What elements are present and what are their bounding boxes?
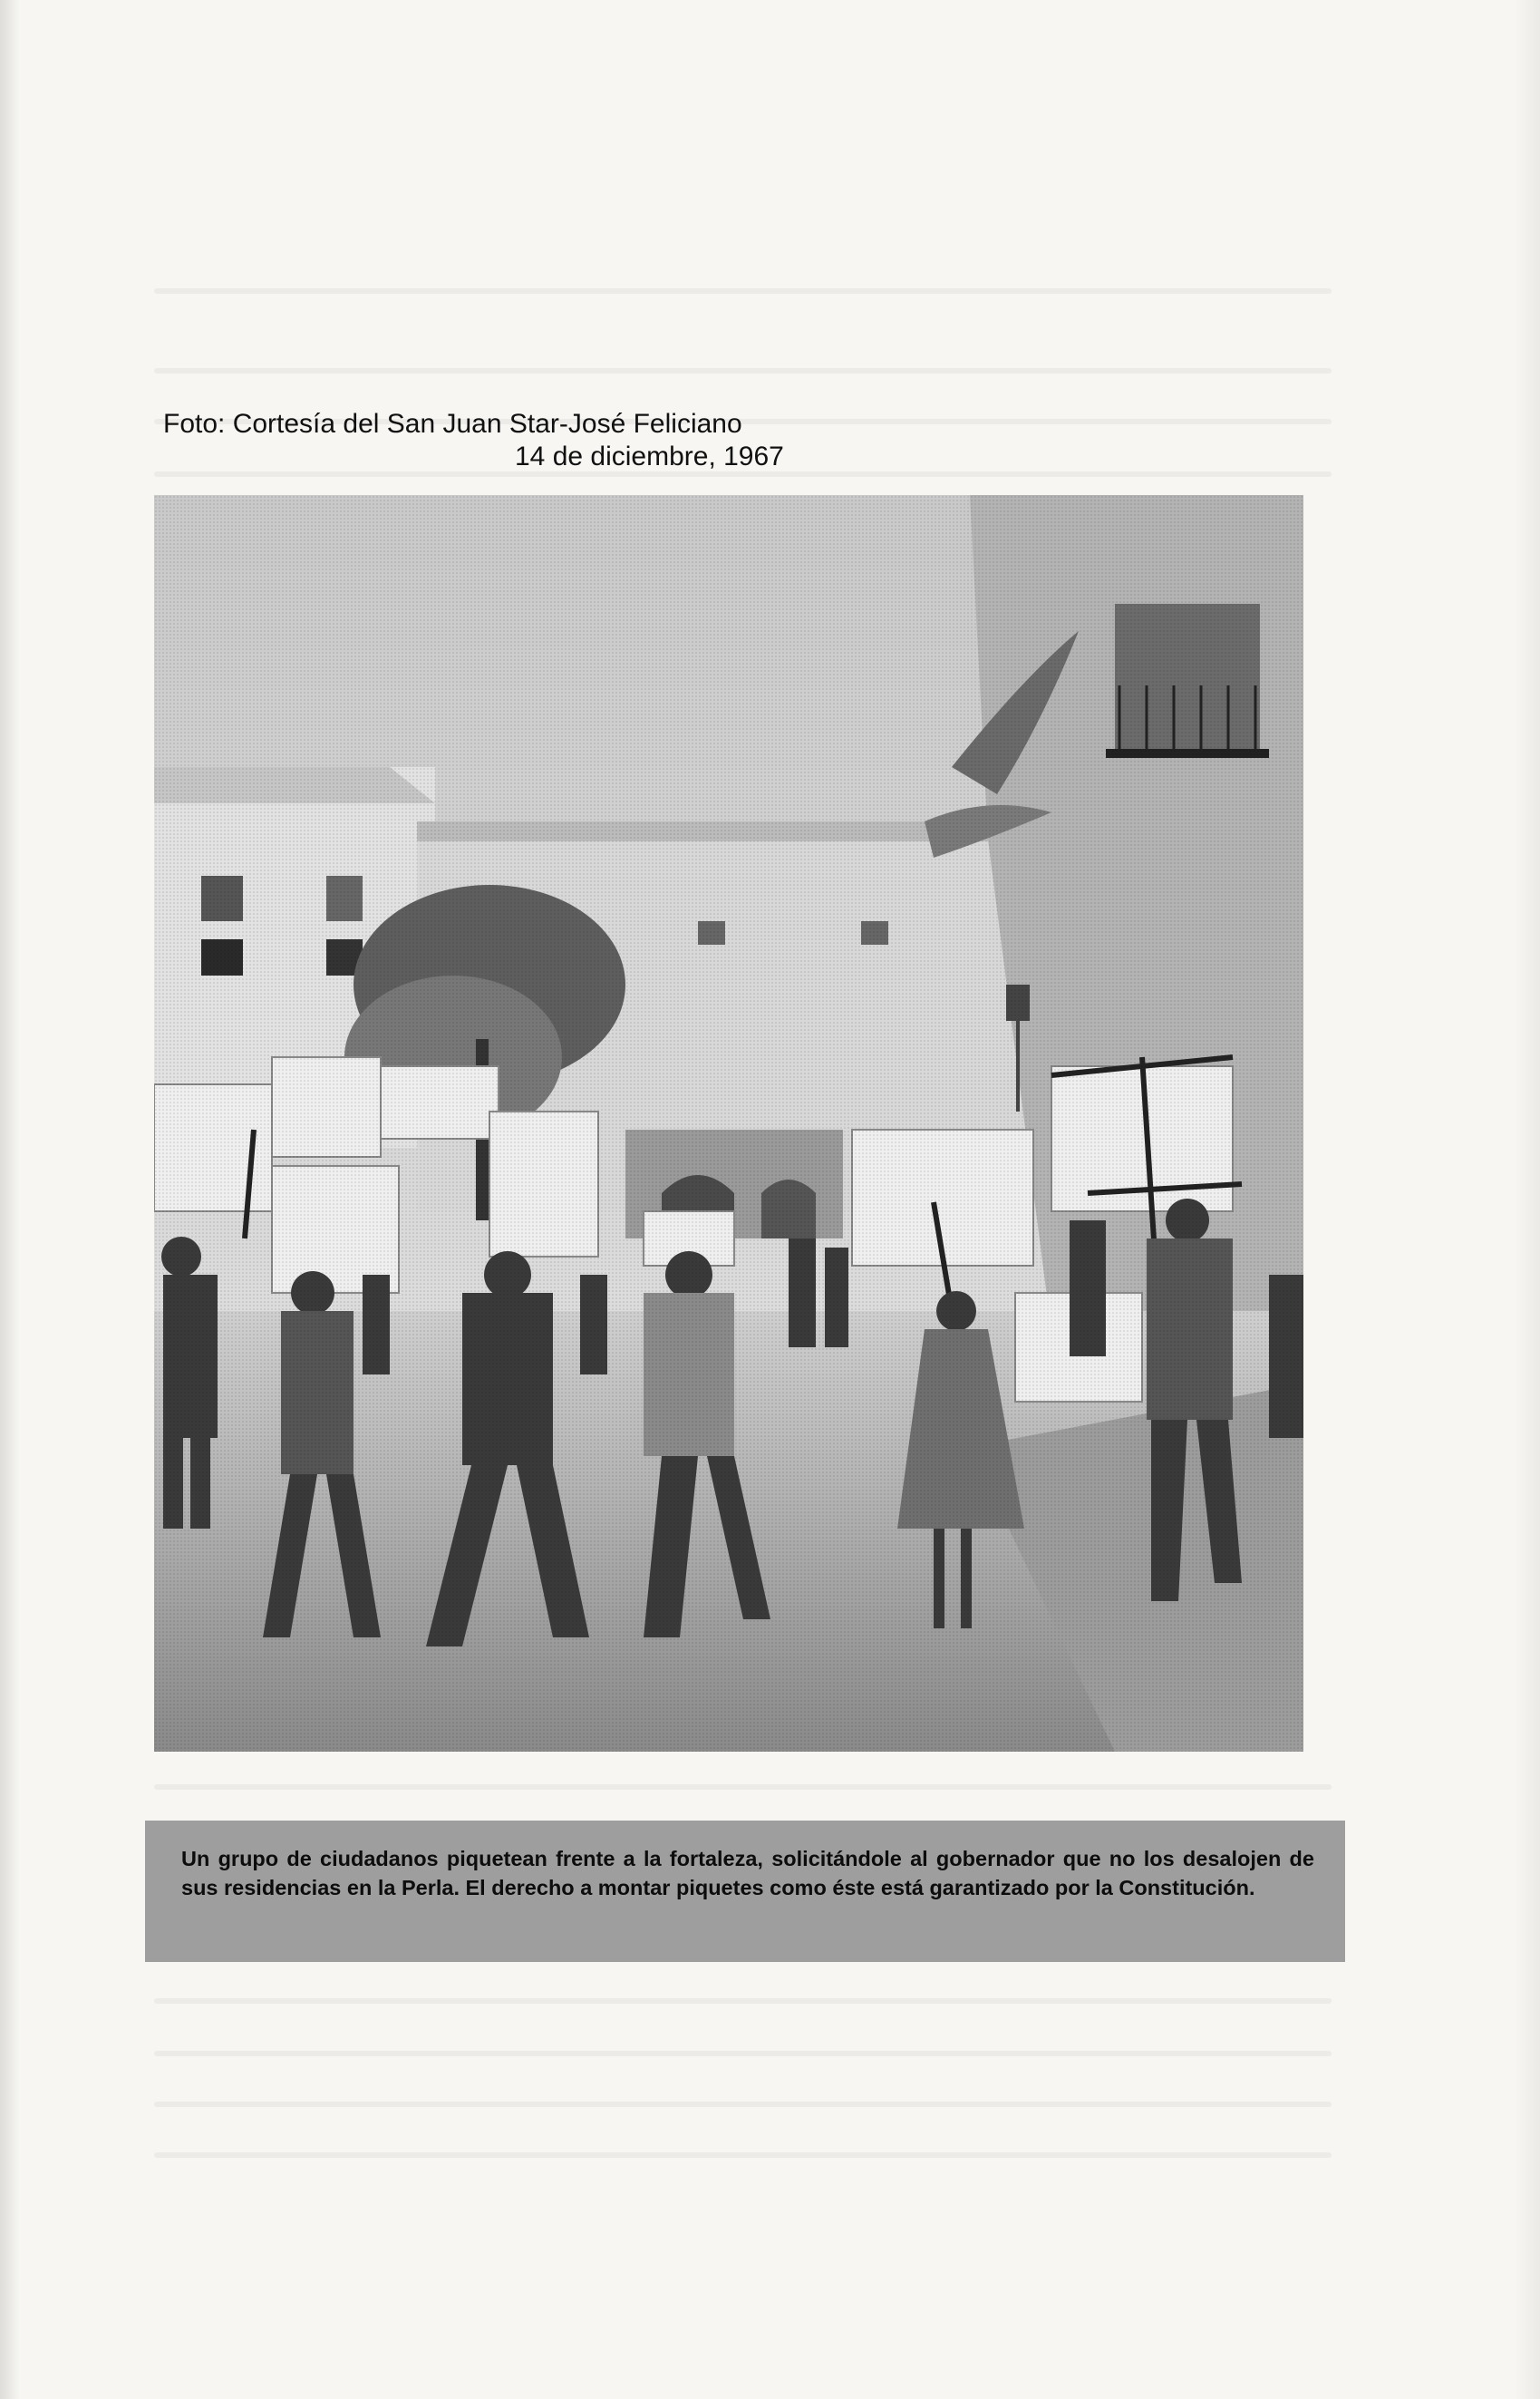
photograph-illustration <box>154 495 1303 1752</box>
caption-band <box>145 1821 1345 1962</box>
photo-credit <box>163 408 852 473</box>
binding-shadow <box>0 0 20 2399</box>
protest-photograph <box>154 495 1303 1752</box>
photo-credit-date: 14 de diciembre, 1967 <box>515 442 784 471</box>
photo-caption: Un grupo de ciudadanos piquetean frente a la fortaleza, solicitándole al gobernador que no los desalojen de sus residencias en la Perla. El derecho a montar piquetes como éste está garantizado por la Constitución. <box>181 1847 1314 1899</box>
photo-credit-source: Foto: Cortesía del San Juan Star-José Feliciano <box>163 409 742 439</box>
page-edge-shadow <box>1515 0 1540 2399</box>
